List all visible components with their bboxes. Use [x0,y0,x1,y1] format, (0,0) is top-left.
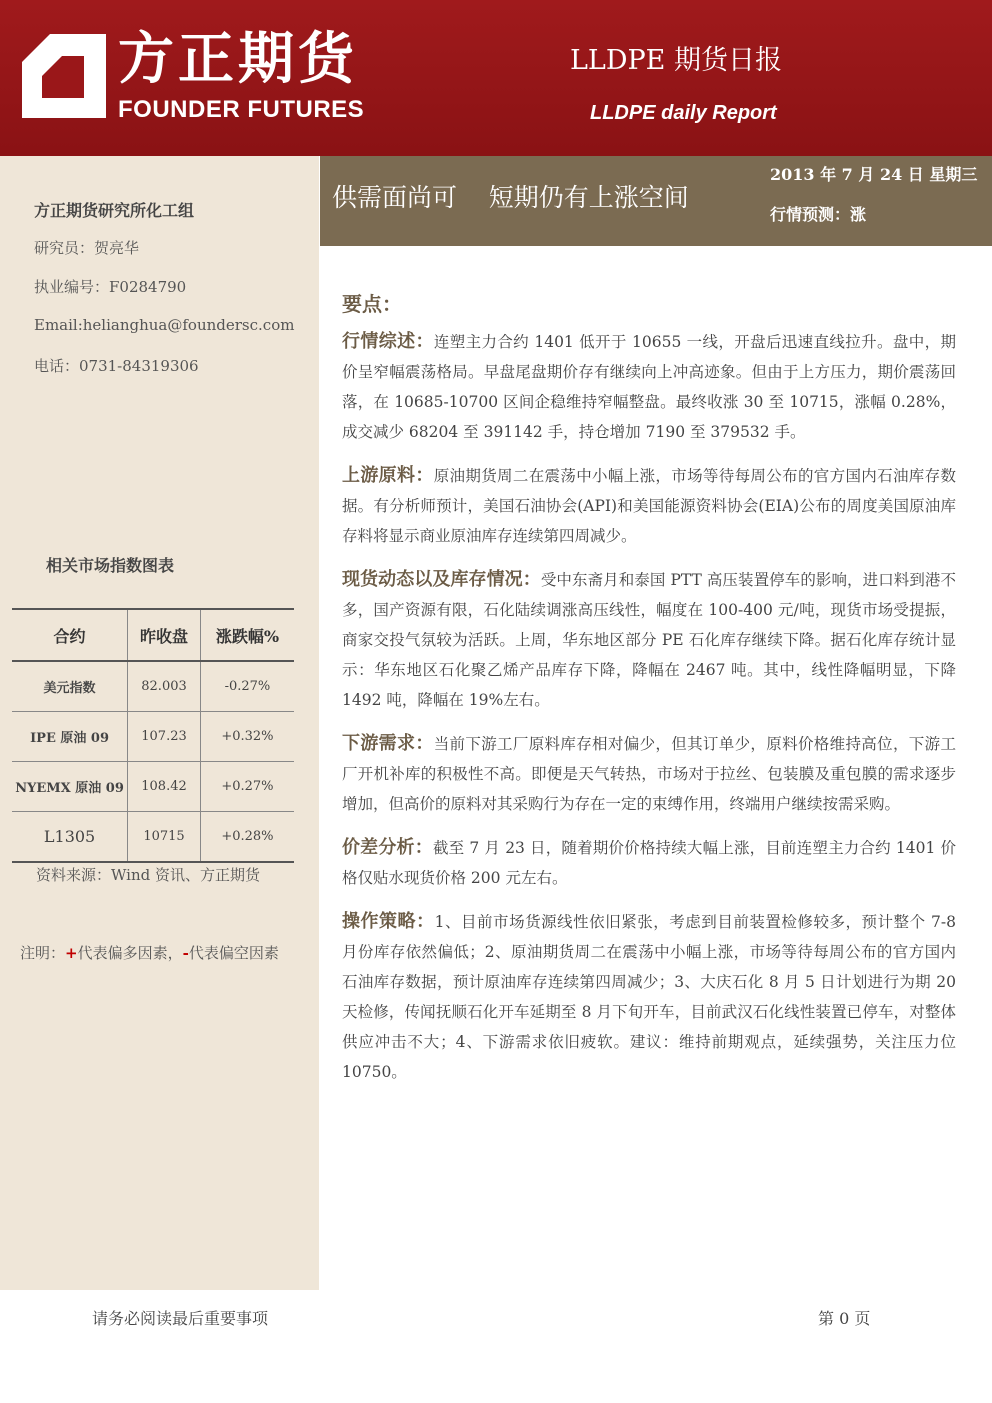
column-header: 昨收盘 [128,609,201,661]
footer-disclaimer: 请务必阅读最后重要事项 [92,1309,269,1328]
section-text: 1、目前市场货源线性依旧紧张，考虑到目前装置检修较多，预计整个 7-8 月份库存依然偏低；2、原油期货周二在震荡中小幅上涨，市场等待每周公布的官方国内石油库存数据，预计原油库存连续第四周减少；3、大庆石化 8 月 5 日计划进行为期 20 天检修，传闻抚顺石化开车延期至 8 月下旬开车，目前武汉石化线性装置已停车，对整体供应冲击不大；4、下游需求依旧疲软。建议：维持前期观点，延续强势，关注压力位 10750。 [342,913,956,1081]
contract-name: L1305 [12,812,128,863]
page-number: 第 0 页 [818,1309,871,1328]
table-header-row [12,609,294,661]
license-number: 执业编号：F0284790 [34,278,187,296]
headline: 供需面尚可 短期仍有上涨空间 [332,183,689,212]
contact-email[interactable]: Email:helianghua@foundersc.com [34,316,295,334]
section-text: 截至 7 月 23 日，随着期价价格持续大幅上涨，目前连塑主力合约 1401 价格仅贴水现货价格 200 元左右。 [342,839,956,887]
market-forecast: 行情预测：涨 [770,205,867,224]
logo-chinese-name: 方正期货 [118,27,358,92]
researcher-name: 研究员：贺亮华 [34,239,140,257]
section-label: 上游原料： [342,465,434,486]
section-downstream [342,729,956,819]
data-source: 资料来源：Wind 资讯、方正期货 [36,866,260,884]
section-text: 当前下游工厂原料库存相对偏少，但其订单少，原料价格维持高位，下游工厂开机补库的积极性不高。即便是天气转热，市场对于拉丝、包装膜及重包膜的需求逐步增加，但高价的原料对其采购行为存在一定的束缚作用，终端用户继续按需采购。 [342,735,956,813]
change-percent: +0.32% [200,712,294,762]
section-spot-inventory [342,565,956,715]
section-upstream [342,461,956,551]
section-market-summary [342,327,956,447]
contract-name: IPE 原油 09 [12,712,128,762]
research-group: 方正期货研究所化工组 [34,201,195,220]
logo-english-name: FOUNDER FUTURES [118,96,365,123]
contact-phone: 电话：0731-84319306 [34,357,199,375]
table-row [12,812,294,863]
market-index-table [12,608,294,863]
change-percent: +0.27% [200,762,294,812]
contract-name: NYEMX 原油 09 [12,762,128,812]
previous-close: 10715 [128,812,201,863]
previous-close: 82.003 [128,661,201,712]
report-date: 2013 年 7 月 24 日 星期三 [770,165,978,184]
founder-logo-icon [22,34,106,118]
section-label: 现货动态以及库存情况： [342,569,541,590]
contract-name: 美元指数 [12,661,128,712]
column-header: 涨跌幅% [200,609,294,661]
report-title: LLDPE 期货日报 [570,45,782,76]
section-text: 连塑主力合约 1401 低开于 10655 一线，开盘后迅速直线拉升。盘中，期价呈窄幅震荡格局。早盘尾盘期价存有继续向上冲高迹象。但由于上方压力，期价震荡回落，在 10685-10700 区间企稳维持窄幅整盘。最终收涨 30 至 10715，涨幅 0.28%，成交减少 68204 至 391142 手，持仓增加 7190 至 379532 手。 [342,333,956,441]
previous-close: 107.23 [128,712,201,762]
change-percent: -0.27% [200,661,294,712]
report-header [0,0,992,156]
table-row [12,661,294,712]
column-header: 合约 [12,609,128,661]
section-text: 原油期货周二在震荡中小幅上涨，市场等待每周公布的官方国内石油库存数据。有分析师预计，美国石油协会(API)和美国能源资料协会(EIA)公布的周度美国原油库存料将显示商业原油库存连续第四周减少。 [342,467,956,545]
change-percent: +0.28% [200,812,294,863]
section-strategy [342,907,956,1087]
main-content [342,288,956,1101]
section-label: 下游需求： [342,733,434,754]
report-subtitle: LLDPE daily Report [590,102,777,124]
table-row [12,712,294,762]
section-text: 受中东斋月和泰国 PTT 高压装置停车的影响，进口料到港不多，国产资源有限，石化陆续调涨高压线性，幅度在 100-400 元/吨，现货市场受提振，商家交投气氛较为活跃。上周，华东地区部分 PE 石化库存继续下降。据石化库存统计显示：华东地区石化聚乙烯产品库存下降，降幅在 2467 吨。其中，线性降幅明显，下降 1492 吨，降幅在 19%左右。 [342,571,957,709]
section-label: 行情综述： [342,331,434,352]
table-row [12,762,294,812]
section-label: 价差分析： [342,837,433,858]
previous-close: 108.42 [128,762,201,812]
title-bar [320,156,992,246]
key-points-heading: 要点： [342,292,402,316]
section-label: 操作策略： [342,911,435,932]
legend-note: 注明：+代表偏多因素，-代表偏空因素 [20,944,279,962]
section-spread [342,833,956,893]
index-table-title: 相关市场指数图表 [46,556,175,575]
